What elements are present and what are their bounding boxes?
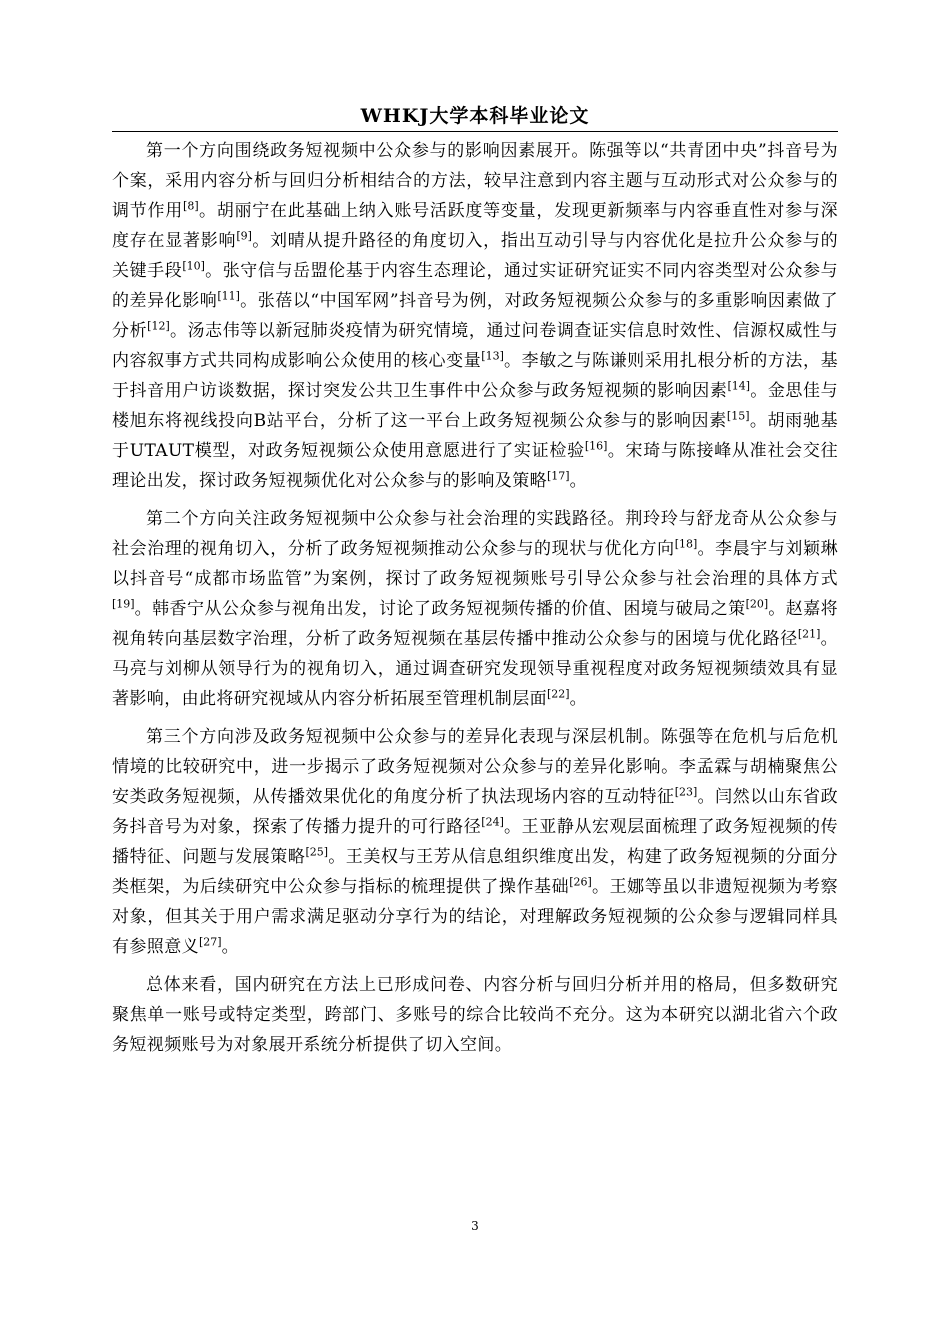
paragraph-text: 。金思佳与楼旭东将视线投向B站平台，分析了这一平台上政务短视频公众参与的影响因素 (112, 381, 839, 431)
citation-ref: [22] (547, 687, 570, 701)
paragraph-4 (112, 970, 838, 1060)
paragraph-3 (112, 722, 838, 962)
paragraph-text: 。 (221, 937, 239, 957)
citation-ref: [20] (745, 597, 769, 611)
paragraph-text: 。张守信与岳盟伦基于内容生态理论，通过实证研究证实不同内容类型对公众参与的差异化影响 (112, 261, 838, 311)
citation-ref: [27] (199, 935, 222, 949)
citation-ref: [18] (674, 537, 698, 551)
paragraph-text: 。王亚静从宏观层面梳理了政务短视频的传播特征、问题与发展策略 (112, 817, 838, 867)
citation-ref: [14] (727, 379, 751, 393)
citation-ref: [10] (182, 259, 205, 273)
paragraph-text: 总体来看，国内研究在方法上已形成问卷、内容分析与回归分析并用的格局，但多数研究聚焦单一账号或特定类型，跨部门、多账号的综合比较尚不充分。这为本研究以湖北省六个政务短视频账号为对象展开系统分析提供了切入空间。 (112, 975, 838, 1055)
paragraph-text: 。赵嘉将视角转向基层数字治理，分析了政务短视频在基层传播中推动公众参与的困境与优化路径 (112, 599, 838, 649)
paragraph-text: 。张蓓以“中国军网”抖音号为例，对政务短视频公众参与的多重影响因素做了分析 (112, 291, 838, 341)
paragraph-text: 。王娜等虽以非遗短视频为考察对象，但其关于用户需求满足驱动分享行为的结论，对理解政务短视频的公众参与逻辑同样具有参照意义 (112, 877, 838, 957)
paragraph-text: 。 (569, 471, 587, 491)
page-number: 3 (471, 1219, 479, 1233)
paragraph-text: 。胡雨驰基于UTAUT模型，对政务短视频公众使用意愿进行了实证检验 (112, 411, 839, 461)
paragraph-text: 。韩香宁从公众参与视角出发，讨论了政务短视频传播的价值、困境与破局之策 (134, 599, 746, 619)
paragraph-text: 。闫然以山东省政务抖音号为对象，探索了传播力提升的可行路径 (112, 787, 838, 837)
citation-ref: [15] (726, 409, 750, 423)
paragraph-2 (112, 504, 838, 714)
citation-ref: [13] (481, 349, 504, 363)
paragraph-text: 。王美权与王芳从信息组织维度出发，构建了政务短视频的分面分类框架，为后续研究中公众参与指标的梳理提供了操作基础 (112, 847, 838, 897)
citation-ref: [26] (569, 875, 592, 889)
paragraph-text: 。宋琦与陈接峰从准社会交往理论出发，探讨政务短视频优化对公众参与的影响及策略 (112, 441, 838, 491)
citation-ref: [25] (305, 845, 329, 859)
paragraph-text: 。刘晴从提升路径的角度切入，指出互动引导与内容优化是拉升公众参与的关键手段 (112, 231, 838, 281)
paragraph-text: 第二个方向关注政务短视频中公众参与社会治理的实践路径。荆玲玲与舒龙奇从公众参与社会治理的视角切入，分析了政务短视频推动公众参与的现状与优化方向 (112, 509, 838, 559)
citation-ref: [19] (112, 597, 135, 611)
running-header: WHKJ大学本科毕业论文 (360, 105, 590, 127)
paragraph-text: 。胡丽宁在此基础上纳入账号活跃度等变量，发现更新频率与内容垂直性对参与深度存在显著影响 (112, 201, 838, 251)
paragraph-text: 。马亮与刘柳从领导行为的视角切入，通过调查研究发现领导重视程度对政务短视频绩效具有显著影响，由此将研究视域从内容分析拓展至管理机制层面 (112, 629, 838, 709)
citation-ref: [24] (481, 815, 504, 829)
header-rule (112, 131, 838, 132)
citation-ref: [9] (236, 229, 252, 243)
citation-ref: [8] (183, 199, 199, 213)
paragraph-text: 第一个方向围绕政务短视频中公众参与的影响因素展开。陈强等以“共青团中央”抖音号为个案，采用内容分析与回归分析相结合的方法，较早注意到内容主题与互动形式对公众参与的调节作用 (112, 141, 838, 221)
citation-ref: [16] (584, 439, 608, 453)
paragraph-text: 第三个方向涉及政务短视频中公众参与的差异化表现与深层机制。陈强等在危机与后危机情境的比较研究中，进一步揭示了政务短视频对公众参与的差异化影响。李孟霖与胡楠聚焦公安类政务短视频，从传播效果优化的角度分析了执法现场内容的互动特征 (112, 727, 838, 807)
body-text (112, 136, 838, 1060)
citation-ref: [23] (674, 785, 698, 799)
paragraph-text: 。 (569, 689, 587, 709)
citation-ref: [21] (797, 627, 821, 641)
paragraph-text: 。李敏之与陈谦则采用扎根分析的方法，基于抖音用户访谈数据，探讨突发公共卫生事件中公众参与政务短视频的影响因素 (112, 351, 838, 401)
paragraph-text: 。李晨宇与刘颖琳以抖音号“成都市场监管”为案例，探讨了政务短视频账号引导公众参与社会治理的具体方式 (112, 539, 838, 589)
citation-ref: [17] (547, 469, 570, 483)
paragraph-text: 。汤志伟等以新冠肺炎疫情为研究情境，通过问卷调查证实信息时效性、信源权威性与内容叙事方式共同构成影响公众使用的核心变量 (112, 321, 838, 371)
citation-ref: [11] (217, 289, 240, 303)
paragraph-1 (112, 136, 838, 496)
citation-ref: [12] (147, 319, 170, 333)
